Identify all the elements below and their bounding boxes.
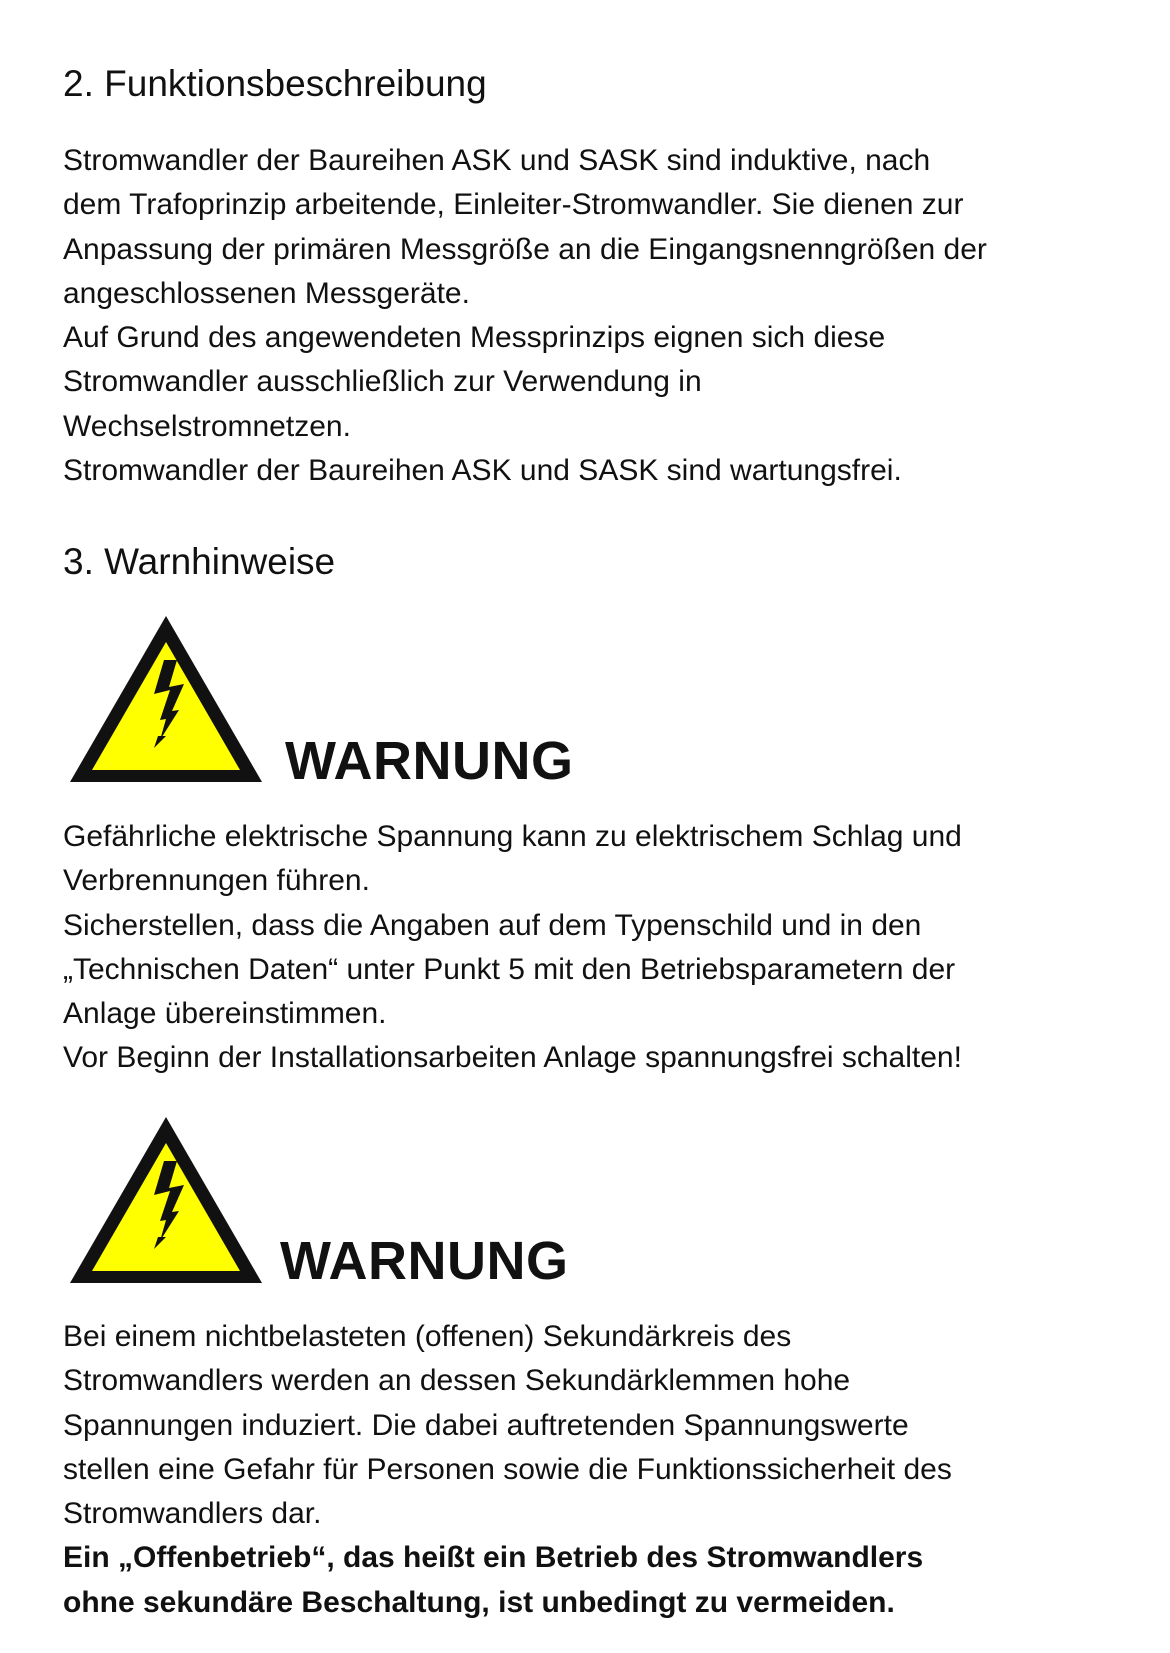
text-line: stellen eine Gefahr für Personen sowie die Funktionssicherheit des bbox=[63, 1452, 952, 1486]
text-line: dem Trafoprinzip arbeitende, Einleiter-Stromwandler. Sie dienen zur bbox=[63, 188, 964, 222]
text-line: Anlage übereinstimmen. bbox=[63, 997, 387, 1031]
warning-label: WARNUNG bbox=[280, 1231, 569, 1291]
funktionsbeschreibung-text bbox=[63, 139, 1123, 493]
text-line: Stromwandlers werden an dessen Sekundärklemmen hohe bbox=[63, 1364, 851, 1398]
warning-1-text bbox=[63, 815, 1123, 1081]
high-voltage-warning-icon bbox=[66, 612, 266, 786]
bold-text-line: Ein „Offenbetrieb“, das heißt ein Betrieb des Stromwandlers bbox=[63, 1541, 924, 1575]
text-line: „Technischen Daten“ unter Punkt 5 mit den Betriebsparametern der bbox=[63, 952, 956, 986]
section-heading-funktionsbeschreibung: 2. Funktionsbeschreibung bbox=[63, 63, 487, 104]
text-line: Anpassung der primären Messgröße an die Eingangsnenngrößen der bbox=[63, 232, 987, 266]
text-line: Stromwandlers dar. bbox=[63, 1497, 322, 1531]
bold-text-line: ohne sekundäre Beschaltung, ist unbedingt zu vermeiden. bbox=[63, 1585, 895, 1619]
text-line: Sicherstellen, dass die Angaben auf dem Typenschild und in den bbox=[63, 908, 922, 942]
text-line: angeschlossenen Messgeräte. bbox=[63, 276, 470, 310]
warning-label: WARNUNG bbox=[285, 731, 574, 791]
text-line: Stromwandler ausschließlich zur Verwendung in bbox=[63, 365, 702, 399]
warning-2-text bbox=[63, 1315, 1123, 1625]
text-line: Spannungen induziert. Die dabei auftretenden Spannungswerte bbox=[63, 1408, 909, 1442]
section-heading-warnhinweise: 3. Warnhinweise bbox=[63, 541, 336, 582]
text-line: Bei einem nichtbelasteten (offenen) Sekundärkreis des bbox=[63, 1320, 792, 1353]
high-voltage-warning-icon bbox=[66, 1113, 266, 1287]
text-line: Wechselstromnetzen. bbox=[63, 409, 351, 443]
text-line: Gefährliche elektrische Spannung kann zu elektrischem Schlag und bbox=[63, 820, 962, 853]
text-line: Stromwandler der Baureihen ASK und SASK sind induktive, nach bbox=[63, 144, 931, 177]
text-line: Auf Grund des angewendeten Messprinzips eignen sich diese bbox=[63, 321, 886, 355]
text-line: Stromwandler der Baureihen ASK und SASK sind wartungsfrei. bbox=[63, 454, 902, 488]
text-line: Verbrennungen führen. bbox=[63, 864, 370, 898]
text-line: Vor Beginn der Installationsarbeiten Anlage spannungsfrei schalten! bbox=[63, 1041, 962, 1075]
